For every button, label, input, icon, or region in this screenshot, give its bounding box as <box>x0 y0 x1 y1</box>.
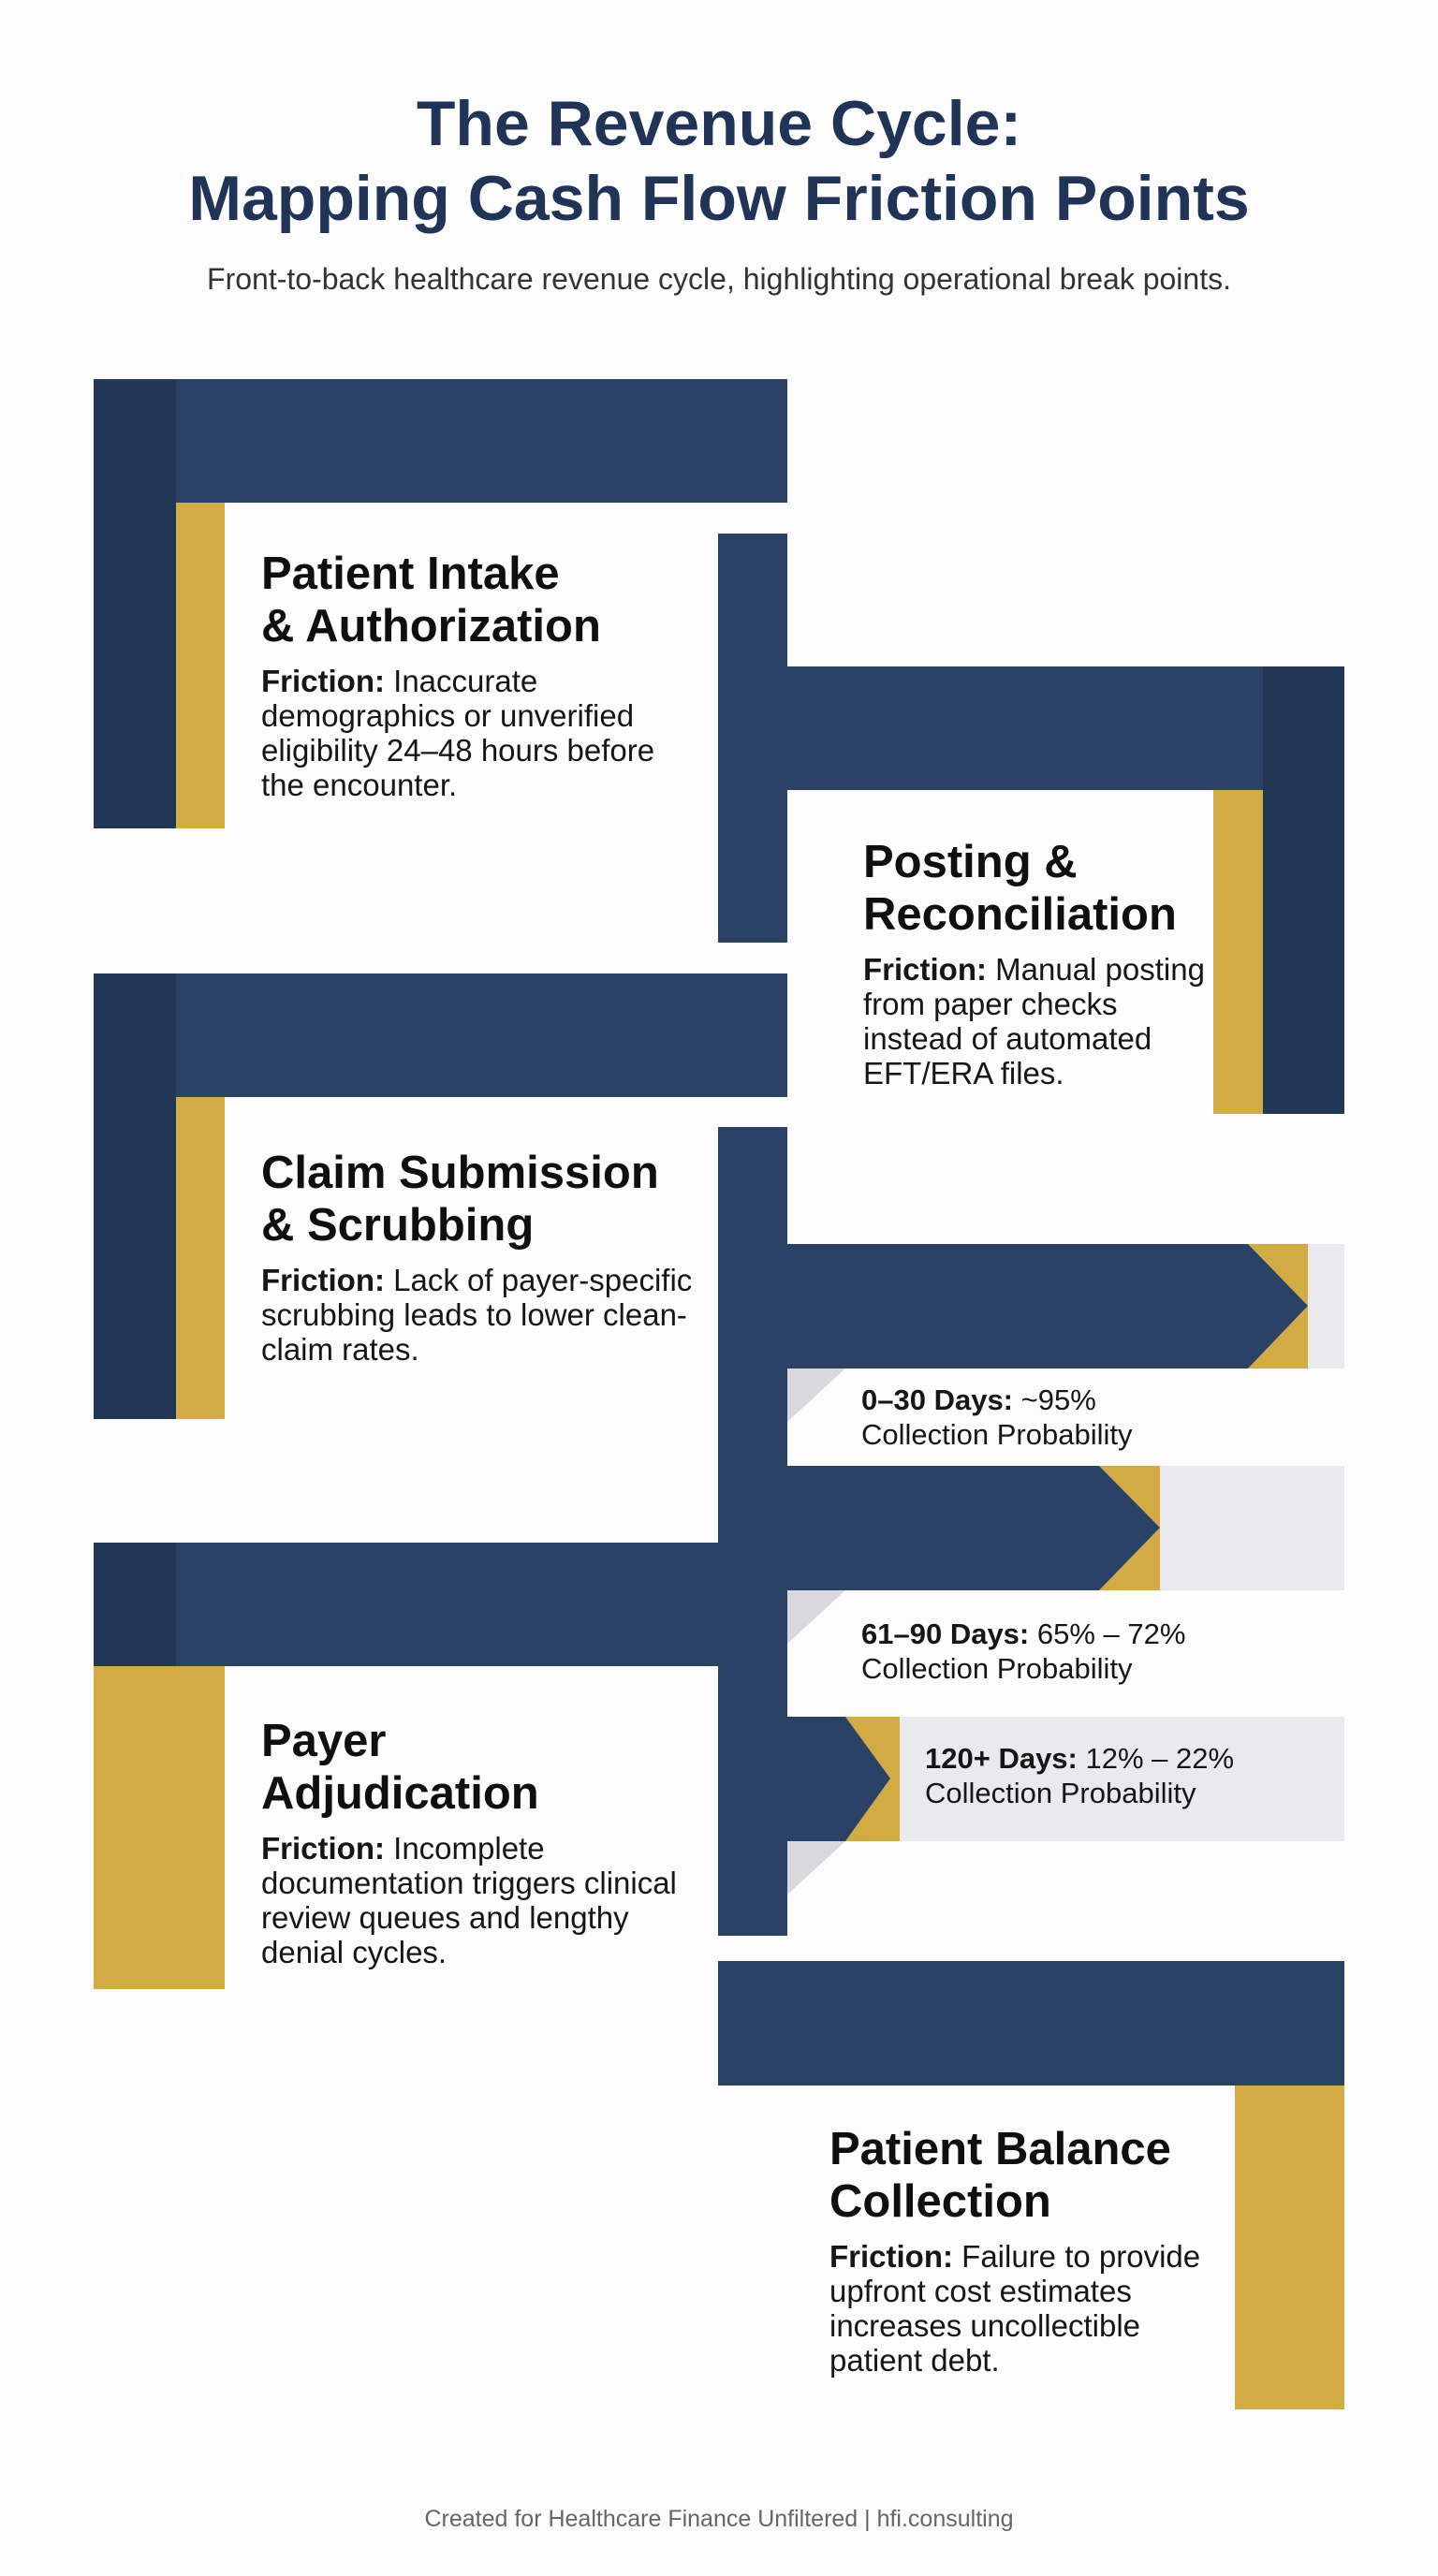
step3-title: Claim Submission & Scrubbing <box>261 1148 659 1251</box>
title-line-1: The Revenue Cycle: <box>416 88 1022 159</box>
title-line-2: Mapping Cash Flow Friction Points <box>188 163 1250 234</box>
aging-spine <box>718 1127 787 1936</box>
aging-bucket-1-text: 0–30 Days: ~95% Collection Probability <box>861 1383 1133 1451</box>
step1-gold-accent <box>176 503 225 828</box>
step2-right-bar <box>1263 666 1344 1114</box>
step3-left-bar <box>94 973 176 1419</box>
aging-bucket-3-arrow <box>787 1717 900 1895</box>
step1-top-bar <box>176 379 787 503</box>
step4-gold-accent <box>94 1666 225 1989</box>
step5-top-bar <box>718 1961 1344 2086</box>
page-title <box>0 86 1438 236</box>
step2-top-bar <box>787 666 1263 790</box>
step2-title: Posting & Reconciliation <box>863 837 1177 940</box>
step5-title: Patient Balance Collection <box>829 2124 1171 2227</box>
page-subtitle: Front-to-back healthcare revenue cycle, highlighting operational break points. <box>207 262 1231 296</box>
step4-title: Payer Adjudication <box>261 1716 539 1819</box>
step5-gold-accent <box>1235 2086 1344 2409</box>
aging-bucket-3-text: 120+ Days: 12% – 22% Collection Probability <box>925 1742 1235 1809</box>
step4-top-bar <box>176 1543 718 1666</box>
step3-friction-text: Friction: Lack of payer-specific scrubbing leads to lower clean-claim rates. <box>261 1263 693 1367</box>
step2-connector-vertical <box>718 534 787 943</box>
step4-friction-text: Friction: Incomplete documentation triggers clinical review queues and lengthy denial cycles. <box>261 1831 677 1969</box>
aging-bucket-2-text: 61–90 Days: 65% – 72% Collection Probability <box>861 1617 1186 1685</box>
friction-label: Friction: <box>261 664 385 698</box>
step1-left-bar <box>94 379 176 828</box>
step1-friction-text: Friction: Inaccurate demographics or unverified eligibility 24–48 hours before the encounter. <box>261 664 655 802</box>
step5-friction-text: Friction: Failure to provide upfront cost estimates increases uncollectible patient debt. <box>829 2239 1201 2378</box>
step3-gold-accent <box>176 1097 225 1419</box>
step4-corner-block <box>94 1543 176 1666</box>
step3-top-bar <box>176 973 787 1097</box>
step1-title: Patient Intake & Authorization <box>261 549 601 651</box>
step2-gold-accent <box>1213 790 1263 1114</box>
footer-credit: Created for Healthcare Finance Unfiltered | hfi.consulting <box>424 2506 1014 2532</box>
step2-friction-text: Friction: Manual posting from paper checks instead of automated EFT/ERA files. <box>863 952 1205 1090</box>
